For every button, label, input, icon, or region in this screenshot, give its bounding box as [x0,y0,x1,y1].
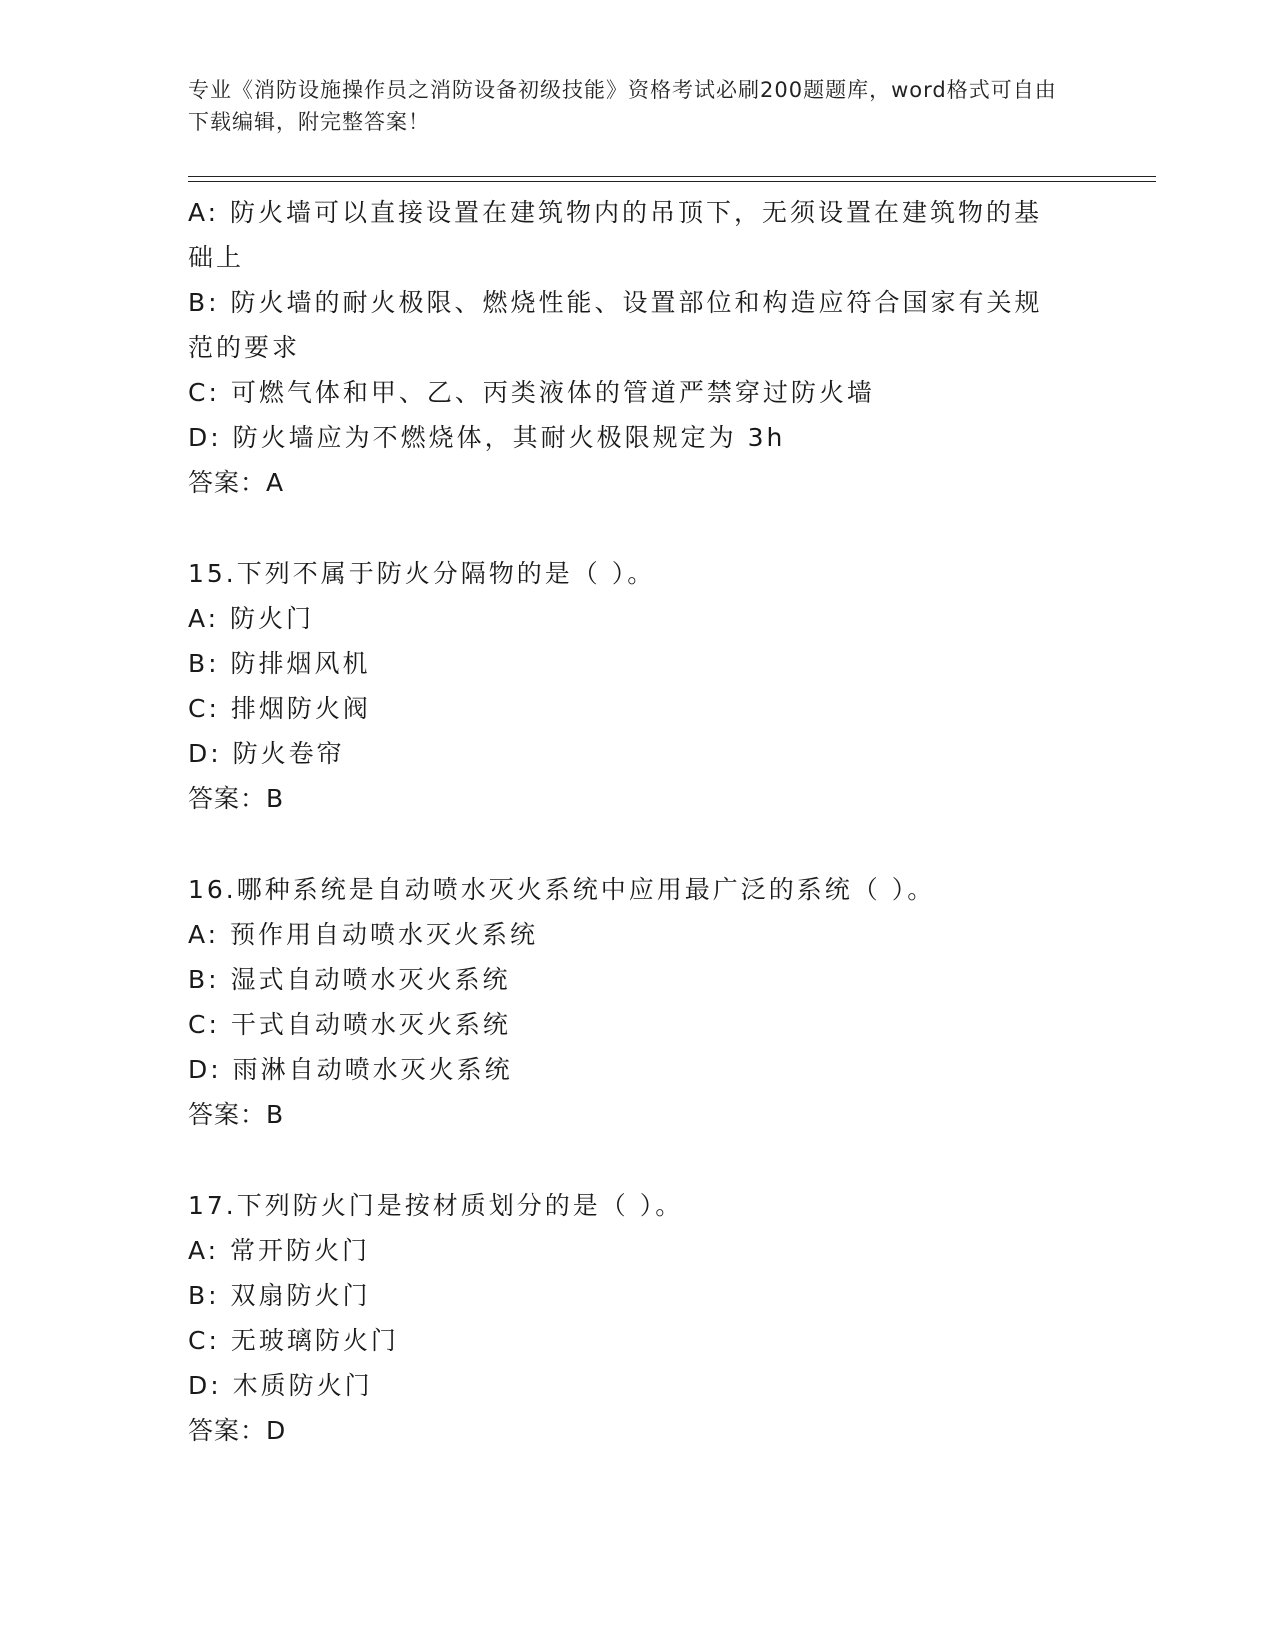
option-b: B: 防火墙的耐火极限、燃烧性能、设置部位和构造应符合国家有关规 [188,288,1043,317]
answer-label: 答案：B [188,1100,285,1129]
question-block-14 [188,190,1088,506]
option-b-continued: 范的要求 [188,333,301,362]
question-block-15 [188,551,1088,822]
answer-label: 答案：D [188,1416,287,1445]
option-d: D: 雨淋自动喷水灭火系统 [188,1055,513,1084]
option-a-continued: 础上 [188,243,245,272]
option-d: D: 防火卷帘 [188,739,345,768]
option-b: B: 湿式自动喷水灭火系统 [188,965,511,994]
header-divider-top [188,176,1156,177]
answer-label: 答案：B [188,784,285,813]
header-divider-bottom [188,181,1156,182]
option-a: A: 预作用自动喷水灭火系统 [188,920,539,949]
spacer [188,822,1088,867]
option-d: D: 木质防火门 [188,1371,373,1400]
option-a: A: 防火门 [188,604,315,633]
question-stem: 15.下列不属于防火分隔物的是（ ）。 [188,559,656,588]
option-d: D: 防火墙应为不燃烧体，其耐火极限规定为 3h [188,423,786,452]
option-b: B: 防排烟风机 [188,649,371,678]
option-a: A: 常开防火门 [188,1236,371,1265]
question-block-17 [188,1183,1088,1454]
option-c: C: 排烟防火阀 [188,694,371,723]
question-stem: 17.下列防火门是按材质划分的是（ ）。 [188,1191,684,1220]
question-block-16 [188,867,1088,1138]
document-body [188,190,1088,1454]
document-header: 专业《消防设施操作员之消防设备初级技能》资格考试必刷200题题库，word格式可自由下载编辑，附完整答案！ [188,78,1057,134]
option-c: C: 无玻璃防火门 [188,1326,399,1355]
option-a: A: 防火墙可以直接设置在建筑物内的吊顶下，无须设置在建筑物的基 [188,198,1043,227]
spacer [188,1138,1088,1183]
question-stem: 16.哪种系统是自动喷水灭火系统中应用最广泛的系统（ ）。 [188,875,936,904]
option-b: B: 双扇防火门 [188,1281,371,1310]
answer-label: 答案：A [188,468,285,497]
option-c: C: 干式自动喷水灭火系统 [188,1010,511,1039]
option-c: C: 可燃气体和甲、乙、丙类液体的管道严禁穿过防火墙 [188,378,875,407]
spacer [188,506,1088,551]
